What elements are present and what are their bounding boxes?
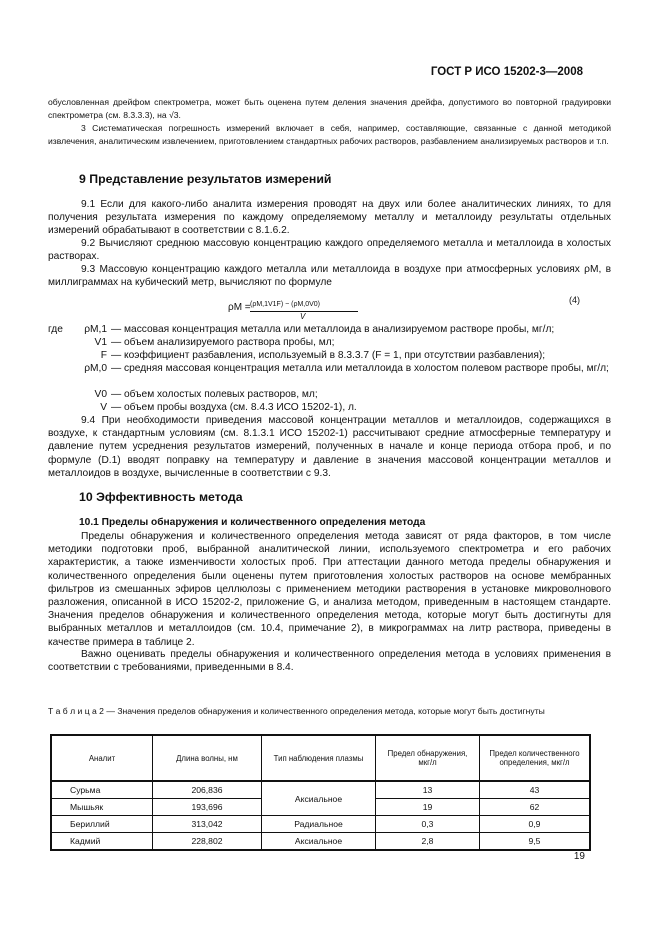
cell-quantification-limit: 9,5 [480, 833, 591, 851]
definition-symbol: V0 [94, 389, 107, 400]
limits-table [50, 734, 591, 851]
note-3: 3 Систематическая погрешность измерений включает в себя, например, составляющие, связанные с данной методикой извлечения, аналитическим извлечением, приготовлением стандартных рабочих растворов, разбавлением анализируемых растворов и т.п. [48, 123, 611, 147]
cell-analyte: Кадмий [51, 833, 153, 851]
section-9-title: 9 Представление результатов измерений [79, 172, 332, 186]
paragraph-10-1-b: Важно оценивать пределы обнаружения и количественного определения метода в условиях применения в соответствии с требованиями, приведенными в 8.4. [48, 649, 611, 674]
definition-v [100, 401, 611, 414]
table-caption: Т а б л и ц а 2 — Значения пределов обнаружения и количественного определения метода, которые могут быть достигнуты [48, 706, 545, 716]
definition-text: — объем анализируемого раствора пробы, мл; [111, 337, 335, 348]
table-row [51, 781, 590, 799]
definition-symbol: F [100, 350, 107, 361]
definition-symbol: V1 [94, 337, 107, 348]
header-analyte: Аналит [51, 735, 153, 781]
header-plasma-view: Тип наблюдения плазмы [262, 735, 376, 781]
paragraph-9-4: 9.4 При необходимости приведения массовой концентрации металлов и металлоидов, содержащихся в воздухе, к стандартным условиям (см. 8.1.3.1 ИСО 15202-1) рассчитывают средние атмосферные температуру и давление путем усреднения результатов измерений, полученных в начале и конце периода отбора проб, и по формуле (D.1) вводят поправку на температуру и давление в значения массовой концентрации металлов и металлоидов в воздухе, вычисленные в соответствии с 9.3. [48, 415, 611, 479]
table-header-row [51, 735, 590, 781]
definition-symbol: ρM,1 [84, 324, 107, 335]
definition-text: — объем пробы воздуха (см. 8.4.3 ИСО 15202-1), л. [111, 402, 357, 413]
definition-v1 [94, 336, 611, 349]
section-10-title: 10 Эффективность метода [79, 490, 243, 504]
document-header: ГОСТ Р ИСО 15202-3—2008 [430, 66, 583, 78]
definition-f [100, 349, 611, 362]
cell-wavelength: 313,042 [153, 816, 262, 833]
formula-denominator: V [300, 312, 306, 321]
note-continuation: обусловленная дрейфом спектрометра, может быть оценена путем деления значения дрейфа, допустимого во повторной градуировки спектрометра (см. 8.3.3.3), на √3. [48, 97, 611, 121]
paragraph-9-1: 9.1 Если для какого-либо аналита измерения проводят на двух или более аналитических линиях, то для получения результата измерения по каждому определяемому металлу и металлоиду результаты отдельных измерений обрабатывают в соответствии с 8.1.6.2. [48, 199, 611, 237]
definition-symbol: ρM,0 [84, 363, 107, 374]
cell-detection-limit: 2,8 [376, 833, 480, 851]
table-row [51, 833, 590, 851]
cell-plasma-view: Радиальное [262, 816, 376, 833]
cell-wavelength: 206,836 [153, 781, 262, 799]
cell-quantification-limit: 43 [480, 781, 591, 799]
paragraph-9-2: 9.2 Вычисляют среднюю массовую концентрацию каждого определяемого металла и металлоида в холостых растворах. [48, 238, 611, 263]
cell-wavelength: 193,696 [153, 799, 262, 816]
header-wavelength: Длина волны, нм [153, 735, 262, 781]
page-number: 19 [573, 851, 585, 862]
cell-wavelength: 228,802 [153, 833, 262, 851]
formula-number: (4) [569, 295, 580, 305]
where-label: где [48, 324, 63, 335]
definition-text: — объем холостых полевых растворов, мл; [111, 389, 318, 400]
definition-text: — средняя массовая концентрация металла или металлоида в холостом полевом растворе пробы, мг/л; [111, 363, 609, 374]
table-row [51, 816, 590, 833]
definition-rho-m1 [84, 323, 611, 336]
definition-text: — массовая концентрация металла или металлоида в анализируемом растворе пробы, мг/л; [111, 324, 555, 335]
cell-quantification-limit: 62 [480, 799, 591, 816]
cell-analyte: Мышьяк [51, 799, 153, 816]
definition-v0 [94, 388, 611, 401]
cell-quantification-limit: 0,9 [480, 816, 591, 833]
paragraph-9-3: 9.3 Массовую концентрацию каждого металла или металлоида в воздухе при атмосферных условиях ρM, в миллиграммах на кубический метр, вычисляют по формуле [48, 264, 611, 289]
header-quantification-limit: Предел количественного определения, мкг/л [480, 735, 591, 781]
header-detection-limit: Предел обнаружения, мкг/л [376, 735, 480, 781]
definition-text: — коэффициент разбавления, используемый в 8.3.3.7 (F = 1, при отсутствии разбавления); [111, 350, 546, 361]
paragraph-10-1-a: Пределы обнаружения и количественного определения метода зависят от ряда факторов, в том числе методики подготовки проб, выбранной аналитической линии, используемого спектрометра и его рабочих характеристик, а также изменчивости холостых проб. При аттестации данного метода пределы обнаружения и количественного определения были оценены путем приготовления холостых растворов на основе мембранных фильтров из смешанных эфиров целлюлозы с применением методики растворения в установке микроволнового разложения, описанной в ИСО 15202-2, приложение G, и анализа методом, приведенным в настоящем стандарте. Значения пределов обнаружения и количественного определения метода, которые могут быть достигнуты для выбранных металлов и металлоидов (см. 10.4, примечание 2), в микрограммах на литр раствора, приведены в качестве примера в таблице 2. [48, 531, 612, 648]
cell-analyte: Бериллий [51, 816, 153, 833]
definition-rho-m0 [84, 362, 611, 375]
cell-plasma-view: Аксиальное [262, 833, 376, 851]
formula-lhs: ρM = [228, 302, 251, 313]
cell-detection-limit: 19 [376, 799, 480, 816]
cell-detection-limit: 0,3 [376, 816, 480, 833]
subsection-10-1-title: 10.1 Пределы обнаружения и количественного определения метода [79, 517, 426, 528]
formula-numerator: (ρM,1V1F) − (ρM,0V0) [250, 301, 321, 308]
cell-analyte: Сурьма [51, 781, 153, 799]
cell-plasma-view: Аксиальное [262, 781, 376, 816]
cell-detection-limit: 13 [376, 781, 480, 799]
definition-symbol: V [100, 402, 107, 413]
